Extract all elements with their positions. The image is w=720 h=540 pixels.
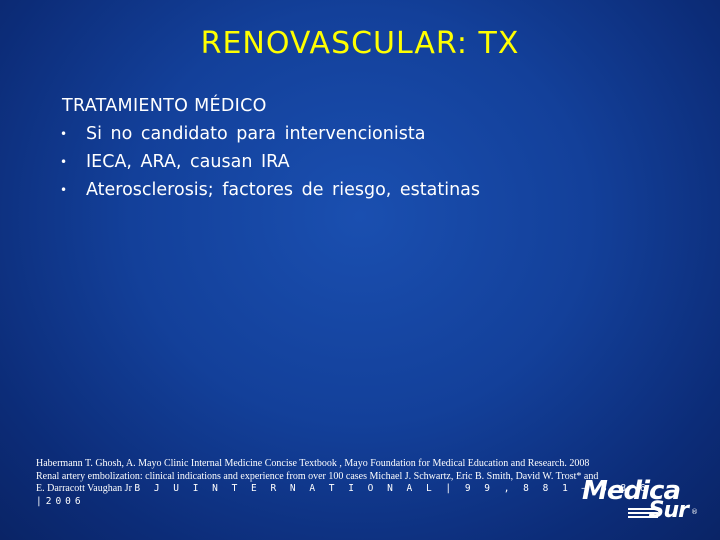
medica-sur-logo bbox=[582, 476, 702, 524]
reference-author: E. Darracott Vaughan Jr bbox=[36, 483, 132, 494]
registered-mark: ® bbox=[691, 508, 698, 516]
bullet-text: Si no candidato para intervencionista bbox=[86, 124, 426, 144]
bullet-item bbox=[60, 148, 480, 176]
bullet-text: IECA, ARA, causan IRA bbox=[86, 152, 290, 172]
section-heading: TRATAMIENTO MÉDICO bbox=[62, 96, 267, 116]
reference-line: Renal artery embolization: clinical indications and experience from over 100 cases Michael J. Schwartz, Eric B. Smith, David W. Trost* and bbox=[36, 470, 599, 482]
logo-text-top: Medica bbox=[582, 476, 680, 506]
logo-text-bottom: Sur bbox=[648, 498, 688, 523]
bullet-icon: • bbox=[60, 155, 68, 169]
reference-line bbox=[36, 483, 676, 508]
bullet-item bbox=[60, 176, 480, 204]
bullet-icon: • bbox=[60, 183, 68, 197]
reference-line: Habermann T. Ghosh, A. Mayo Clinic Internal Medicine Concise Textbook , Mayo Foundation for Medical Education and Research. 2008 bbox=[36, 458, 590, 469]
bullet-icon: • bbox=[60, 127, 68, 141]
slide-content bbox=[62, 92, 480, 204]
bullet-list bbox=[62, 120, 480, 204]
bullet-text: Aterosclerosis; factores de riesgo, estatinas bbox=[86, 180, 481, 200]
references bbox=[36, 458, 676, 508]
bullet-item bbox=[60, 120, 480, 148]
slide-title: RENOVASCULAR: TX bbox=[200, 26, 520, 61]
reference-journal: B J U I N T E R N A T I O N A L | 9 9 , 8 8 1 – 8 8 6 |2006 bbox=[36, 483, 650, 507]
